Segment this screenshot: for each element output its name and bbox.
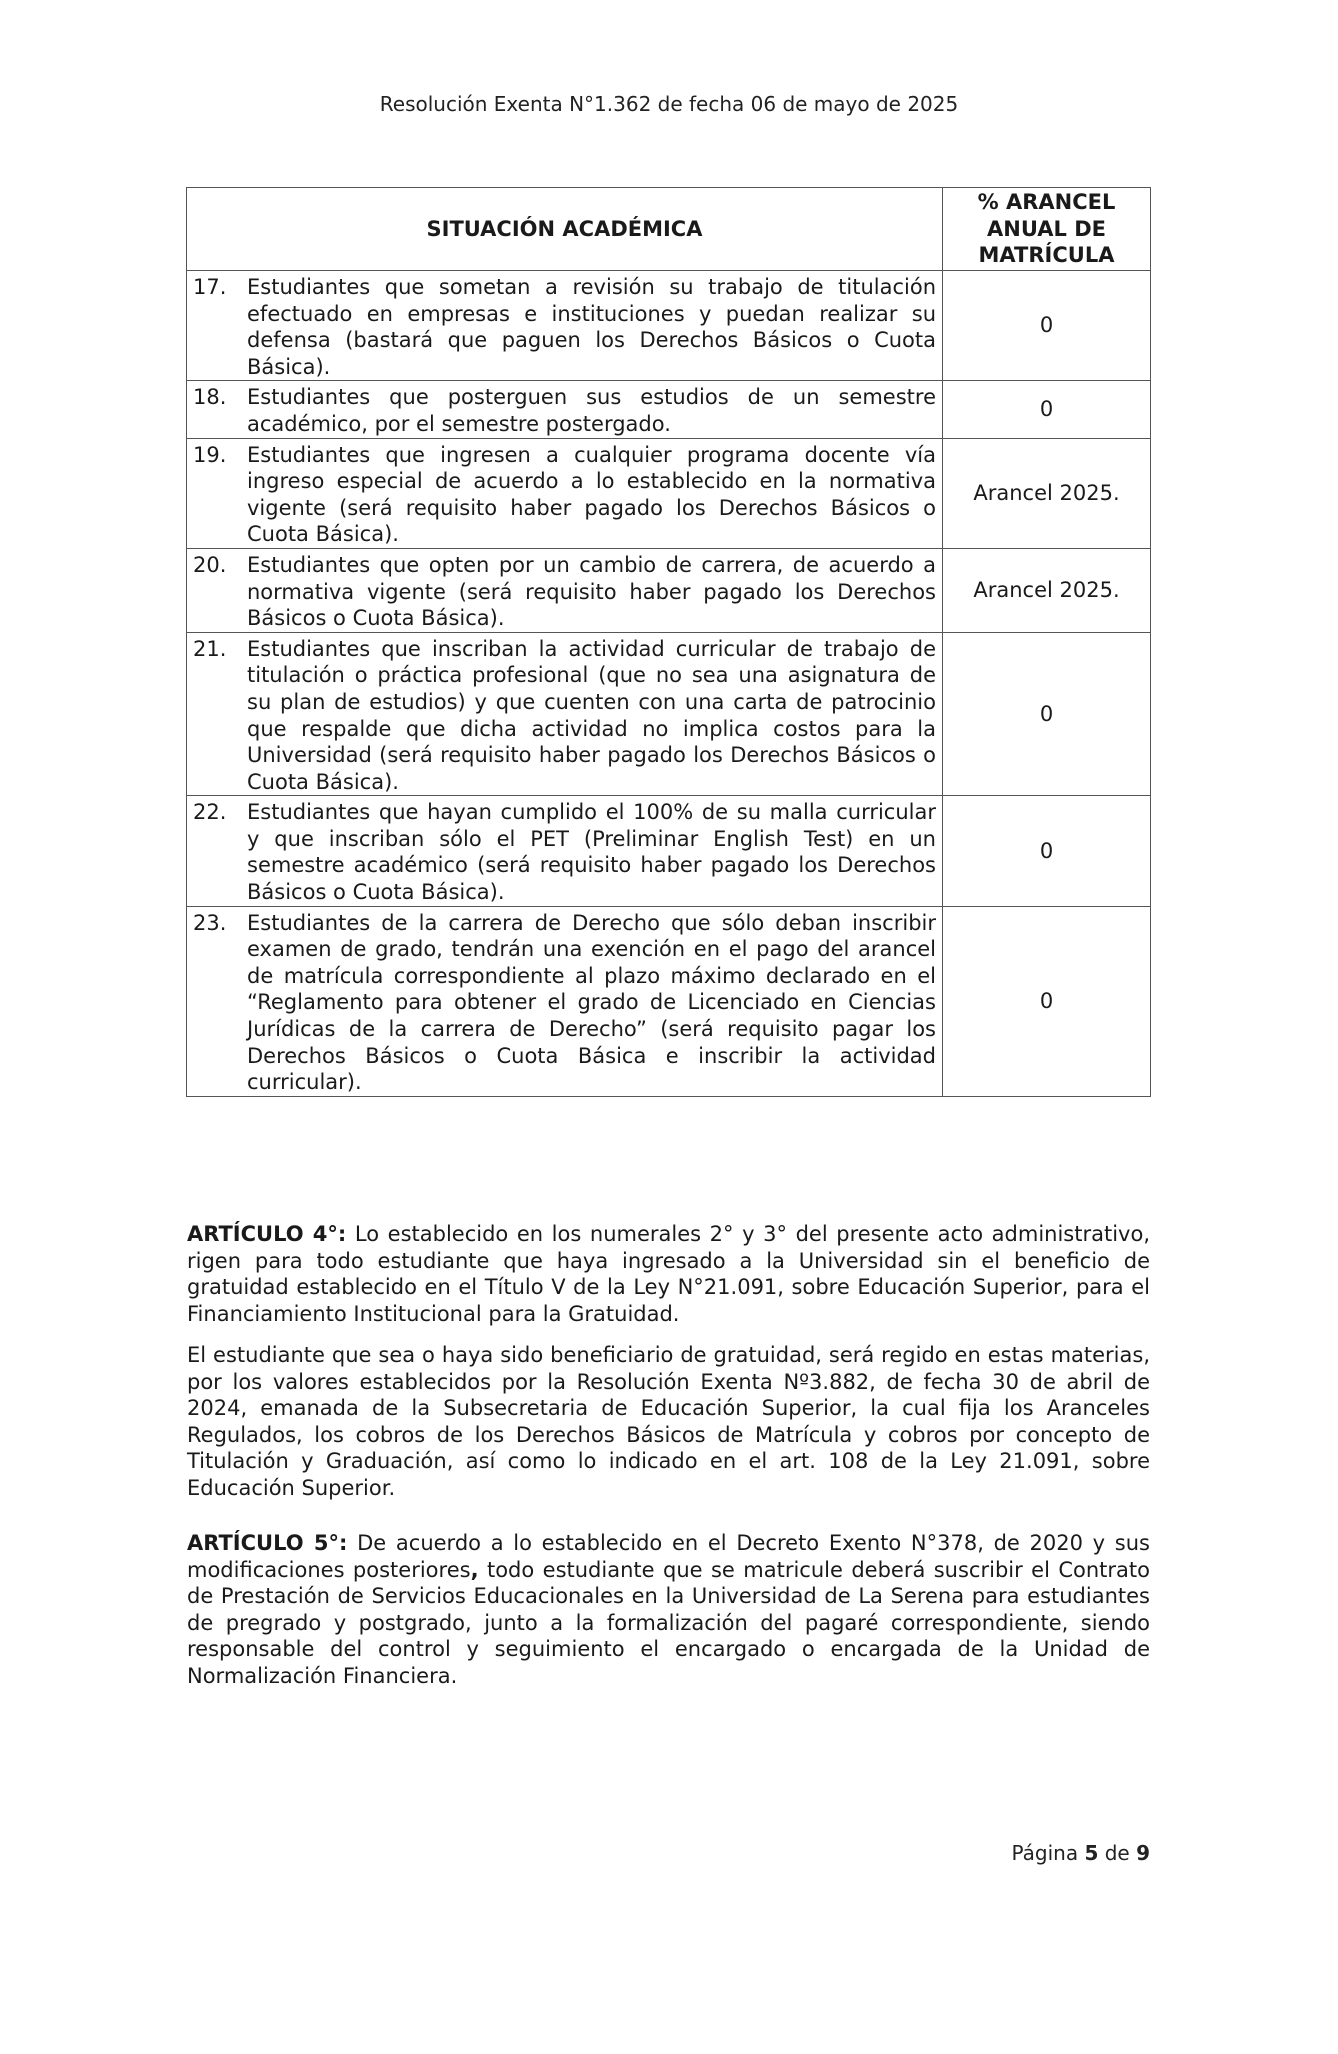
page-header: Resolución Exenta N°1.362 de fecha 06 de mayo de 2025 [379,92,959,116]
row-description [187,381,943,438]
article-5 [187,1530,1150,1690]
row-text: Estudiantes que opten por un cambio de carrera, de acuerdo a normativa vigente (será requisito haber pagado los Derechos Básicos o Cuota Básica). [247,552,936,631]
header-arancel-line1: % ARANCEL [977,190,1116,215]
row-number: 23. [193,910,227,935]
row-description [187,632,943,796]
row-value: 0 [943,796,1151,906]
row-text: Estudiantes que sometan a revisión su trabajo de titulación efectuado en empresas e instituciones y puedan realizar su defensa (bastará que paguen los Derechos Básicos o Cuota Básica). [247,275,936,379]
table-row [187,906,1151,1096]
header-arancel-line3: MATRÍCULA [978,243,1115,268]
row-text: Estudiantes que inscriban la actividad curricular de trabajo de titulación o práctica profesional (que no sea una asignatura de su plan de estudios) y que cuenten con una carta de patrocinio que respalde que dicha actividad no implica costos para la Universidad (será requisito haber pagado los Derechos Básicos o Cuota Básica). [247,636,936,794]
row-value: 0 [943,381,1151,438]
row-text: Estudiantes que hayan cumplido el 100% de su malla curricular y que inscriban sólo el PET (Preliminar English Test) en un semestre académico (será requisito haber pagado los Derechos Básicos o Cuota Básica). [247,800,936,905]
row-description [187,271,943,381]
article-4-heading: ARTÍCULO 4°: [187,1222,347,1246]
page-footer [1011,1841,1150,1865]
article-4 [187,1221,1150,1327]
article-5-text-a: De acuerdo a lo establecido en el Decreto Exento N°378, de 2020 y sus modificaciones posteriores [187,1531,1150,1582]
row-number: 19. [193,442,227,467]
page-number: 5 [1084,1841,1099,1865]
page-label: Página [1011,1841,1085,1865]
table-row [187,271,1151,381]
header-arancel-anual [943,188,1151,271]
article-4-paragraph-2: El estudiante que sea o haya sido beneficiario de gratuidad, será regido en estas materias, por los valores establecidos por la Resolución Exenta Nº3.882, de fecha 30 de abril de 2024, emanada de la Subsecretaria de Educación Superior, la cual fija los Aranceles Regulados, los cobros de los Derechos Básicos de Matrícula y cobros por concepto de Titulación y Graduación, así como lo indicado en el art. 108 de la Ley 21.091, sobre Educación Superior. [187,1343,1150,1500]
article-4-text: Lo establecido en los numerales 2° y 3° del presente acto administrativo, rigen para todo estudiante que haya ingresado a la Universidad sin el beneficio de gratuidad establecido en el Título V de la Ley N°21.091, sobre Educación Superior, para el Financiamiento Institucional para la Gratuidad. [187,1222,1151,1326]
of-label: de [1098,1841,1137,1865]
row-value: 0 [943,632,1151,796]
row-value: Arancel 2025. [943,548,1151,632]
table-row [187,548,1151,632]
article-4-paragraph-1 [187,1221,1150,1327]
row-number: 21. [193,636,227,661]
table-row [187,381,1151,438]
row-value: 0 [943,906,1151,1096]
article-5-text-b: todo estudiante que se matricule deberá suscribir el Contrato de Prestación de Servicios Educacionales en la Universidad de La Serena para estudiantes de pregrado y postgrado, junto a la formalización del pagaré correspondiente, siendo responsable del control y seguimiento el encargado o encargada de la Unidad de Normalización Financiera. [187,1557,1150,1688]
article-4-continued [187,1342,1150,1502]
article-5-paragraph [187,1530,1150,1690]
page-total: 9 [1136,1841,1150,1865]
row-number: 22. [193,800,227,825]
table-row [187,632,1151,796]
row-number: 17. [193,275,227,299]
table-row [187,438,1151,548]
row-value: Arancel 2025. [943,438,1151,548]
header-situacion-academica: SITUACIÓN ACADÉMICA [187,188,943,271]
row-description [187,796,943,906]
article-5-comma: , [470,1557,479,1582]
tuition-table [186,187,1151,1097]
table-header-row [187,188,1151,271]
row-value: 0 [943,271,1151,381]
row-text: Estudiantes de la carrera de Derecho que sólo deban inscribir examen de grado, tendrán una exención en el pago del arancel de matrícula correspondiente al plazo máximo declarado en el “Reglamento para obtener el grado de Licenciado en Ciencias Jurídicas de la carrera de Derecho” (será requisito pagar los Derechos Básicos o Cuota Básica e inscribir la actividad curricular). [247,910,936,1095]
row-description [187,548,943,632]
table-row [187,796,1151,906]
row-text: Estudiantes que ingresen a cualquier programa docente vía ingreso especial de acuerdo a lo establecido en la normativa vigente (será requisito haber pagado los Derechos Básicos o Cuota Básica). [247,442,936,547]
row-number: 20. [193,552,227,577]
header-arancel-line2: ANUAL DE [987,216,1106,241]
row-description [187,906,943,1096]
article-5-heading: ARTÍCULO 5°: [187,1531,348,1555]
row-text: Estudiantes que posterguen sus estudios de un semestre académico, por el semestre postergado. [247,385,936,436]
row-number: 18. [193,385,227,410]
row-description [187,438,943,548]
